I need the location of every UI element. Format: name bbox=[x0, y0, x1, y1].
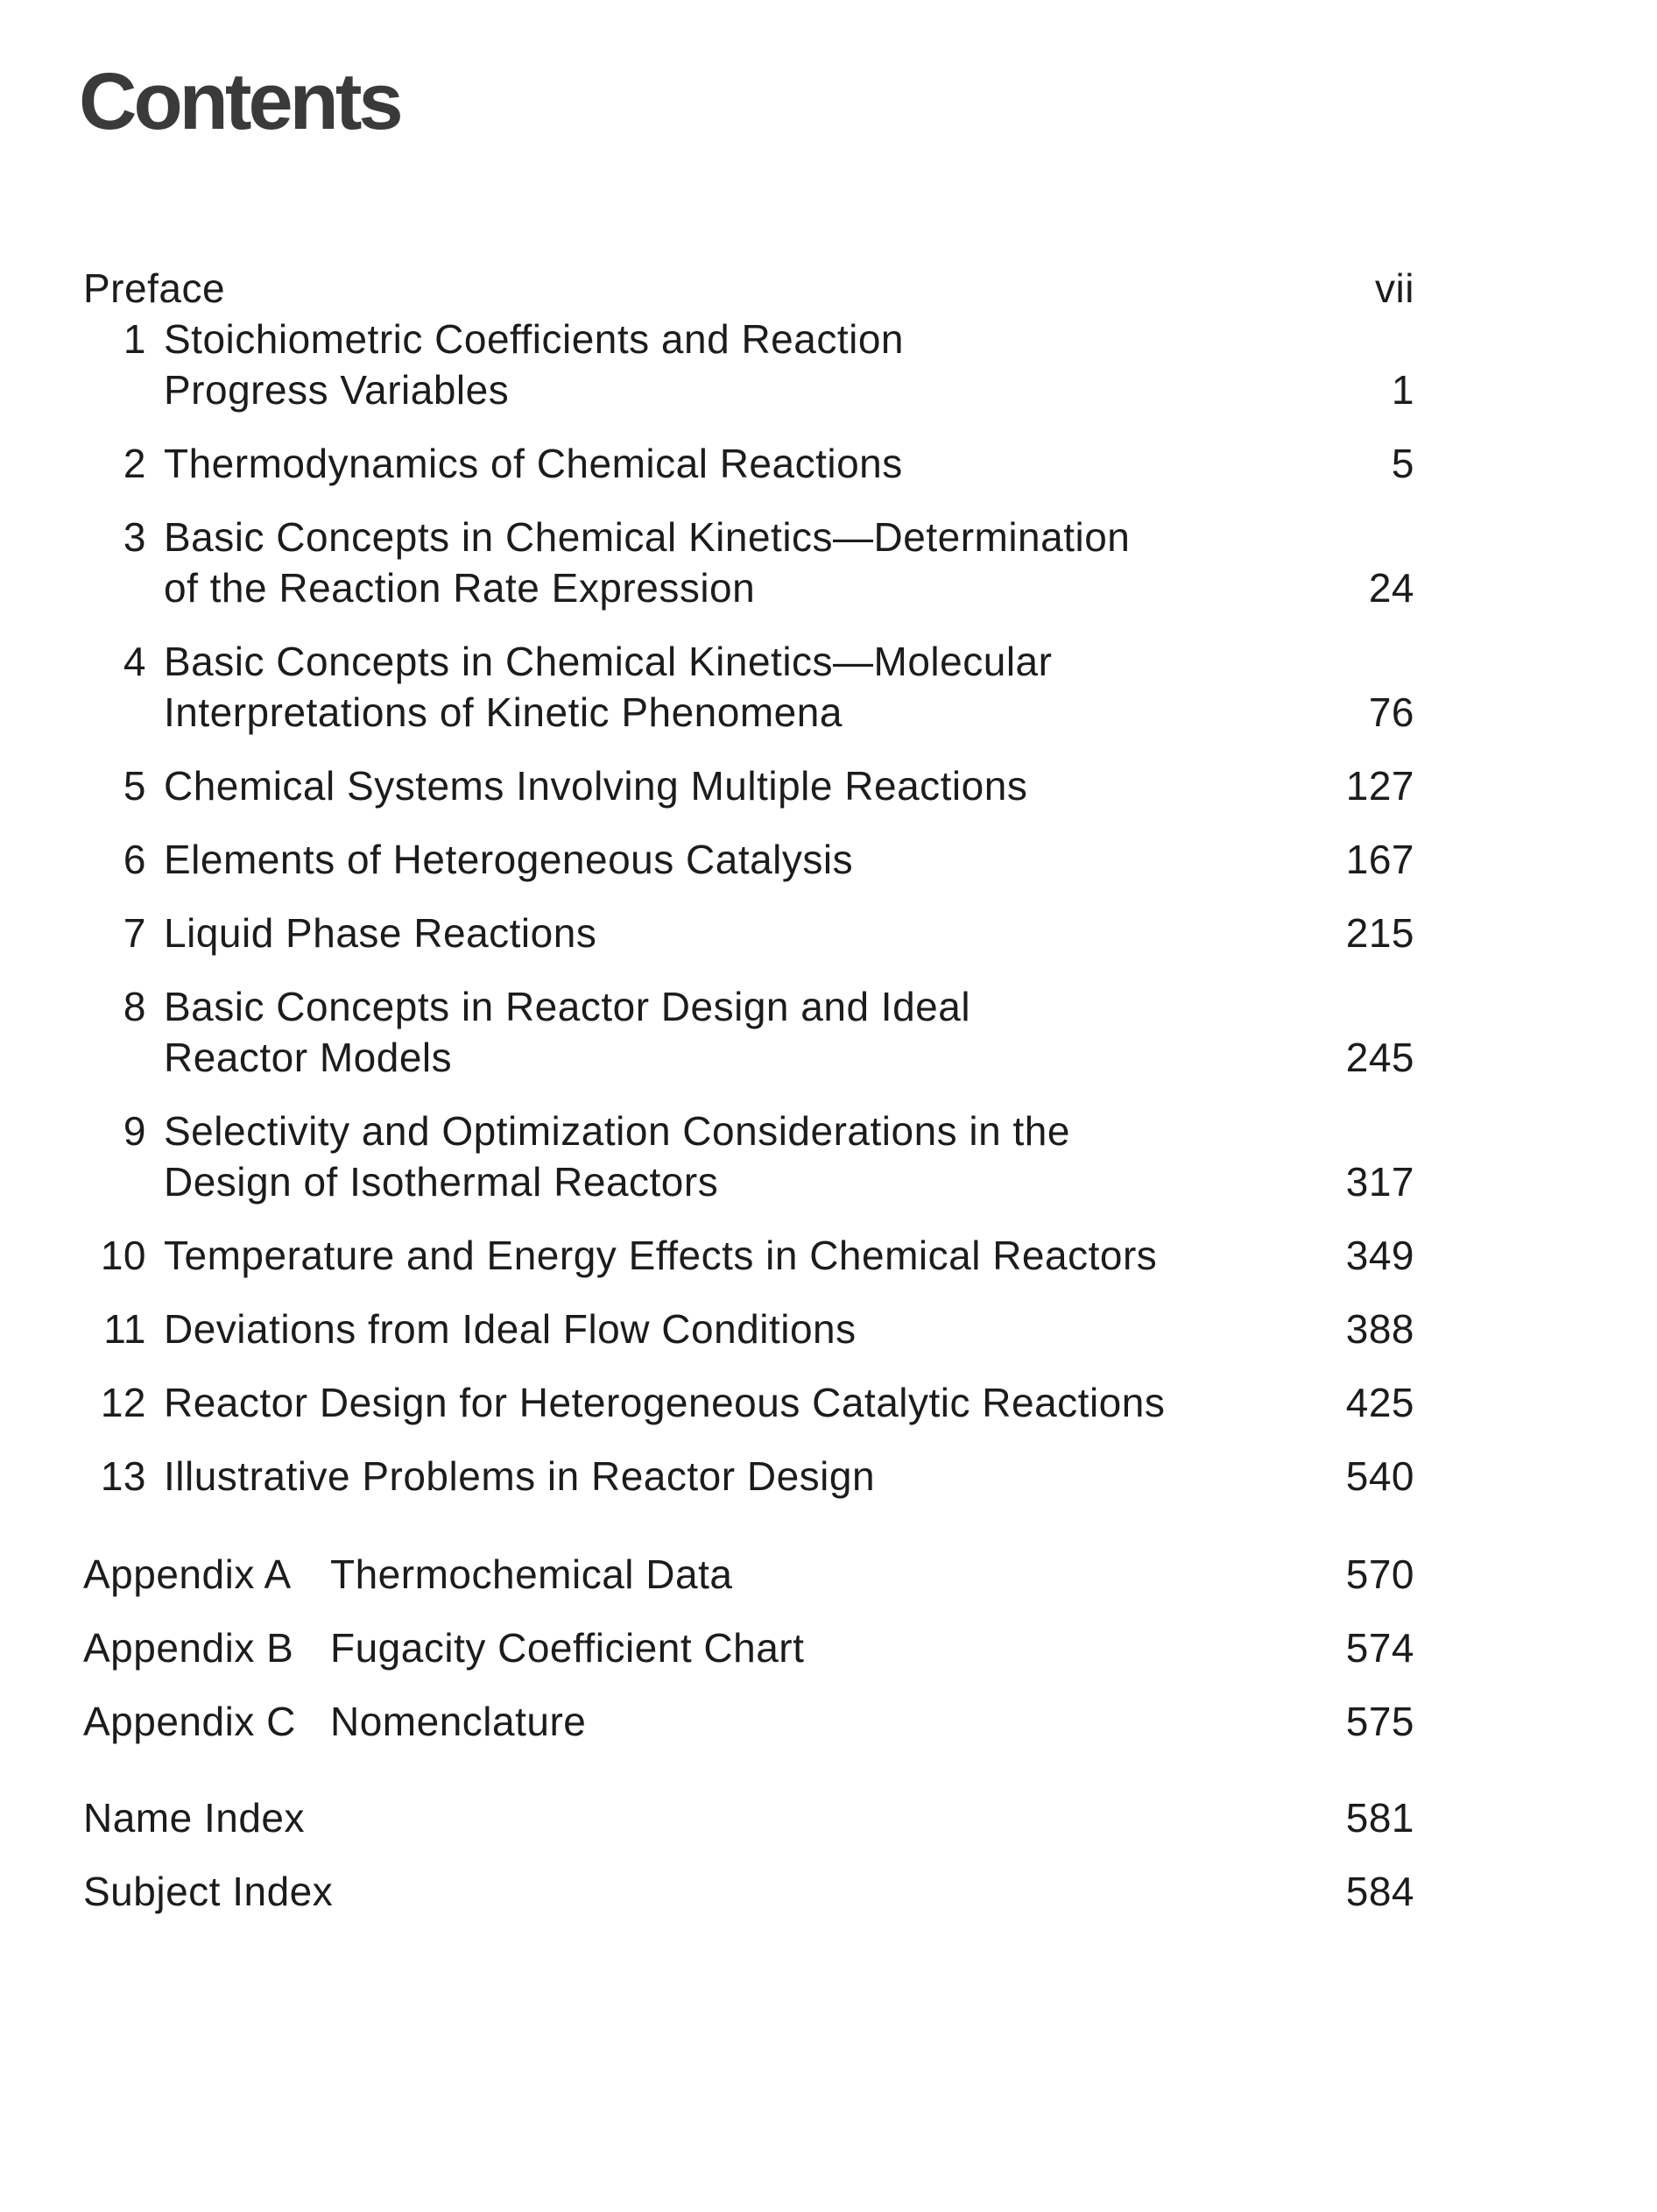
entry-title-continued: Reactor Models bbox=[164, 1035, 453, 1080]
appendix-label: Appendix A bbox=[83, 1551, 292, 1597]
entry-page: 317 bbox=[1345, 1159, 1414, 1205]
toc-entry-appendix-a[interactable] bbox=[83, 1549, 1414, 1600]
entry-title: Deviations from Ideal Flow Conditions bbox=[164, 1306, 857, 1352]
entry-title: Thermochemical Data bbox=[330, 1551, 733, 1597]
chapter-number: 7 bbox=[123, 910, 146, 956]
entry-title: Name Index bbox=[83, 1795, 306, 1841]
entry-title: Liquid Phase Reactions bbox=[164, 910, 597, 956]
entry-page: vii bbox=[1375, 265, 1414, 311]
entry-title: Fugacity Coefficient Chart bbox=[330, 1625, 805, 1671]
entry-title: Basic Concepts in Chemical Kinetics—Determination bbox=[164, 514, 1131, 560]
entry-title-continued: Interpretations of Kinetic Phenomena bbox=[164, 689, 843, 735]
chapter-number: 11 bbox=[103, 1306, 146, 1352]
chapter-number: 5 bbox=[123, 763, 146, 809]
toc-entry-preface[interactable] bbox=[83, 263, 1414, 314]
entry-title-continued: of the Reaction Rate Expression bbox=[164, 565, 756, 611]
entry-title: Nomenclature bbox=[330, 1699, 587, 1744]
entry-page: 575 bbox=[1345, 1699, 1414, 1744]
chapter-number: 2 bbox=[123, 441, 146, 486]
entry-title: Illustrative Problems in Reactor Design bbox=[164, 1453, 876, 1499]
entry-page: 5 bbox=[1391, 441, 1414, 486]
entry-title: Stoichiometric Coefficients and Reaction bbox=[164, 316, 905, 362]
toc-entry-chapter-2[interactable] bbox=[83, 438, 1414, 489]
chapter-number: 3 bbox=[123, 514, 146, 560]
toc-entry-subject-index[interactable] bbox=[83, 1866, 1414, 1917]
toc-entry-chapter-10[interactable] bbox=[83, 1230, 1414, 1281]
toc-entry-chapter-5[interactable] bbox=[83, 760, 1414, 811]
entry-page: 24 bbox=[1368, 565, 1414, 611]
entry-page: 245 bbox=[1345, 1035, 1414, 1080]
entry-page: 570 bbox=[1345, 1551, 1414, 1597]
toc-entry-chapter-1[interactable] bbox=[83, 314, 1414, 415]
entry-title-continued: Progress Variables bbox=[164, 367, 510, 413]
entry-title-continued: Design of Isothermal Reactors bbox=[164, 1159, 719, 1205]
entry-title: Temperature and Energy Effects in Chemical Reactors bbox=[164, 1233, 1158, 1278]
toc-entry-chapter-8[interactable] bbox=[83, 981, 1414, 1083]
entry-title: Selectivity and Optimization Considerations in the bbox=[164, 1108, 1070, 1154]
chapter-number: 8 bbox=[123, 984, 146, 1029]
entry-page: 584 bbox=[1345, 1869, 1414, 1914]
toc-entry-appendix-b[interactable] bbox=[83, 1622, 1414, 1673]
chapter-number: 6 bbox=[123, 837, 146, 882]
entry-page: 581 bbox=[1345, 1795, 1414, 1841]
toc-entry-name-index[interactable] bbox=[83, 1792, 1414, 1843]
toc-entry-chapter-6[interactable] bbox=[83, 834, 1414, 885]
appendix-label: Appendix B bbox=[83, 1625, 294, 1671]
entry-page: 127 bbox=[1345, 763, 1414, 809]
toc-entry-chapter-11[interactable] bbox=[83, 1304, 1414, 1354]
chapter-number: 9 bbox=[123, 1108, 146, 1154]
entry-page: 425 bbox=[1345, 1380, 1414, 1425]
entry-title: Elements of Heterogeneous Catalysis bbox=[164, 837, 854, 882]
toc-entry-chapter-13[interactable] bbox=[83, 1451, 1414, 1502]
entry-title: Thermodynamics of Chemical Reactions bbox=[164, 441, 903, 486]
entry-title: Subject Index bbox=[83, 1869, 334, 1914]
entry-page: 349 bbox=[1345, 1233, 1414, 1278]
toc-entry-appendix-c[interactable] bbox=[83, 1696, 1414, 1747]
toc-entry-chapter-3[interactable] bbox=[83, 512, 1414, 613]
entry-page: 1 bbox=[1391, 367, 1414, 413]
entry-page: 540 bbox=[1345, 1453, 1414, 1499]
chapter-number: 1 bbox=[123, 316, 146, 362]
entry-page: 167 bbox=[1345, 837, 1414, 882]
entry-title: Basic Concepts in Chemical Kinetics—Molecular bbox=[164, 639, 1053, 684]
page-title: Contents bbox=[79, 57, 400, 146]
toc-entry-chapter-12[interactable] bbox=[83, 1377, 1414, 1428]
entry-title: Chemical Systems Involving Multiple Reactions bbox=[164, 763, 1028, 809]
table-of-contents bbox=[83, 263, 1414, 1917]
chapter-number: 12 bbox=[100, 1380, 146, 1425]
entry-page: 76 bbox=[1368, 689, 1414, 735]
entry-title: Preface bbox=[83, 265, 226, 311]
chapter-number: 10 bbox=[100, 1233, 146, 1278]
chapter-number: 4 bbox=[123, 639, 146, 684]
entry-page: 574 bbox=[1345, 1625, 1414, 1671]
toc-entry-chapter-4[interactable] bbox=[83, 636, 1414, 738]
entry-title: Basic Concepts in Reactor Design and Ideal bbox=[164, 984, 971, 1029]
appendix-label: Appendix C bbox=[83, 1699, 296, 1744]
chapter-number: 13 bbox=[100, 1453, 146, 1499]
entry-title: Reactor Design for Heterogeneous Catalytic Reactions bbox=[164, 1380, 1166, 1425]
entry-page: 215 bbox=[1345, 910, 1414, 956]
toc-entry-chapter-7[interactable] bbox=[83, 908, 1414, 958]
toc-entry-chapter-9[interactable] bbox=[83, 1106, 1414, 1207]
entry-page: 388 bbox=[1345, 1306, 1414, 1352]
